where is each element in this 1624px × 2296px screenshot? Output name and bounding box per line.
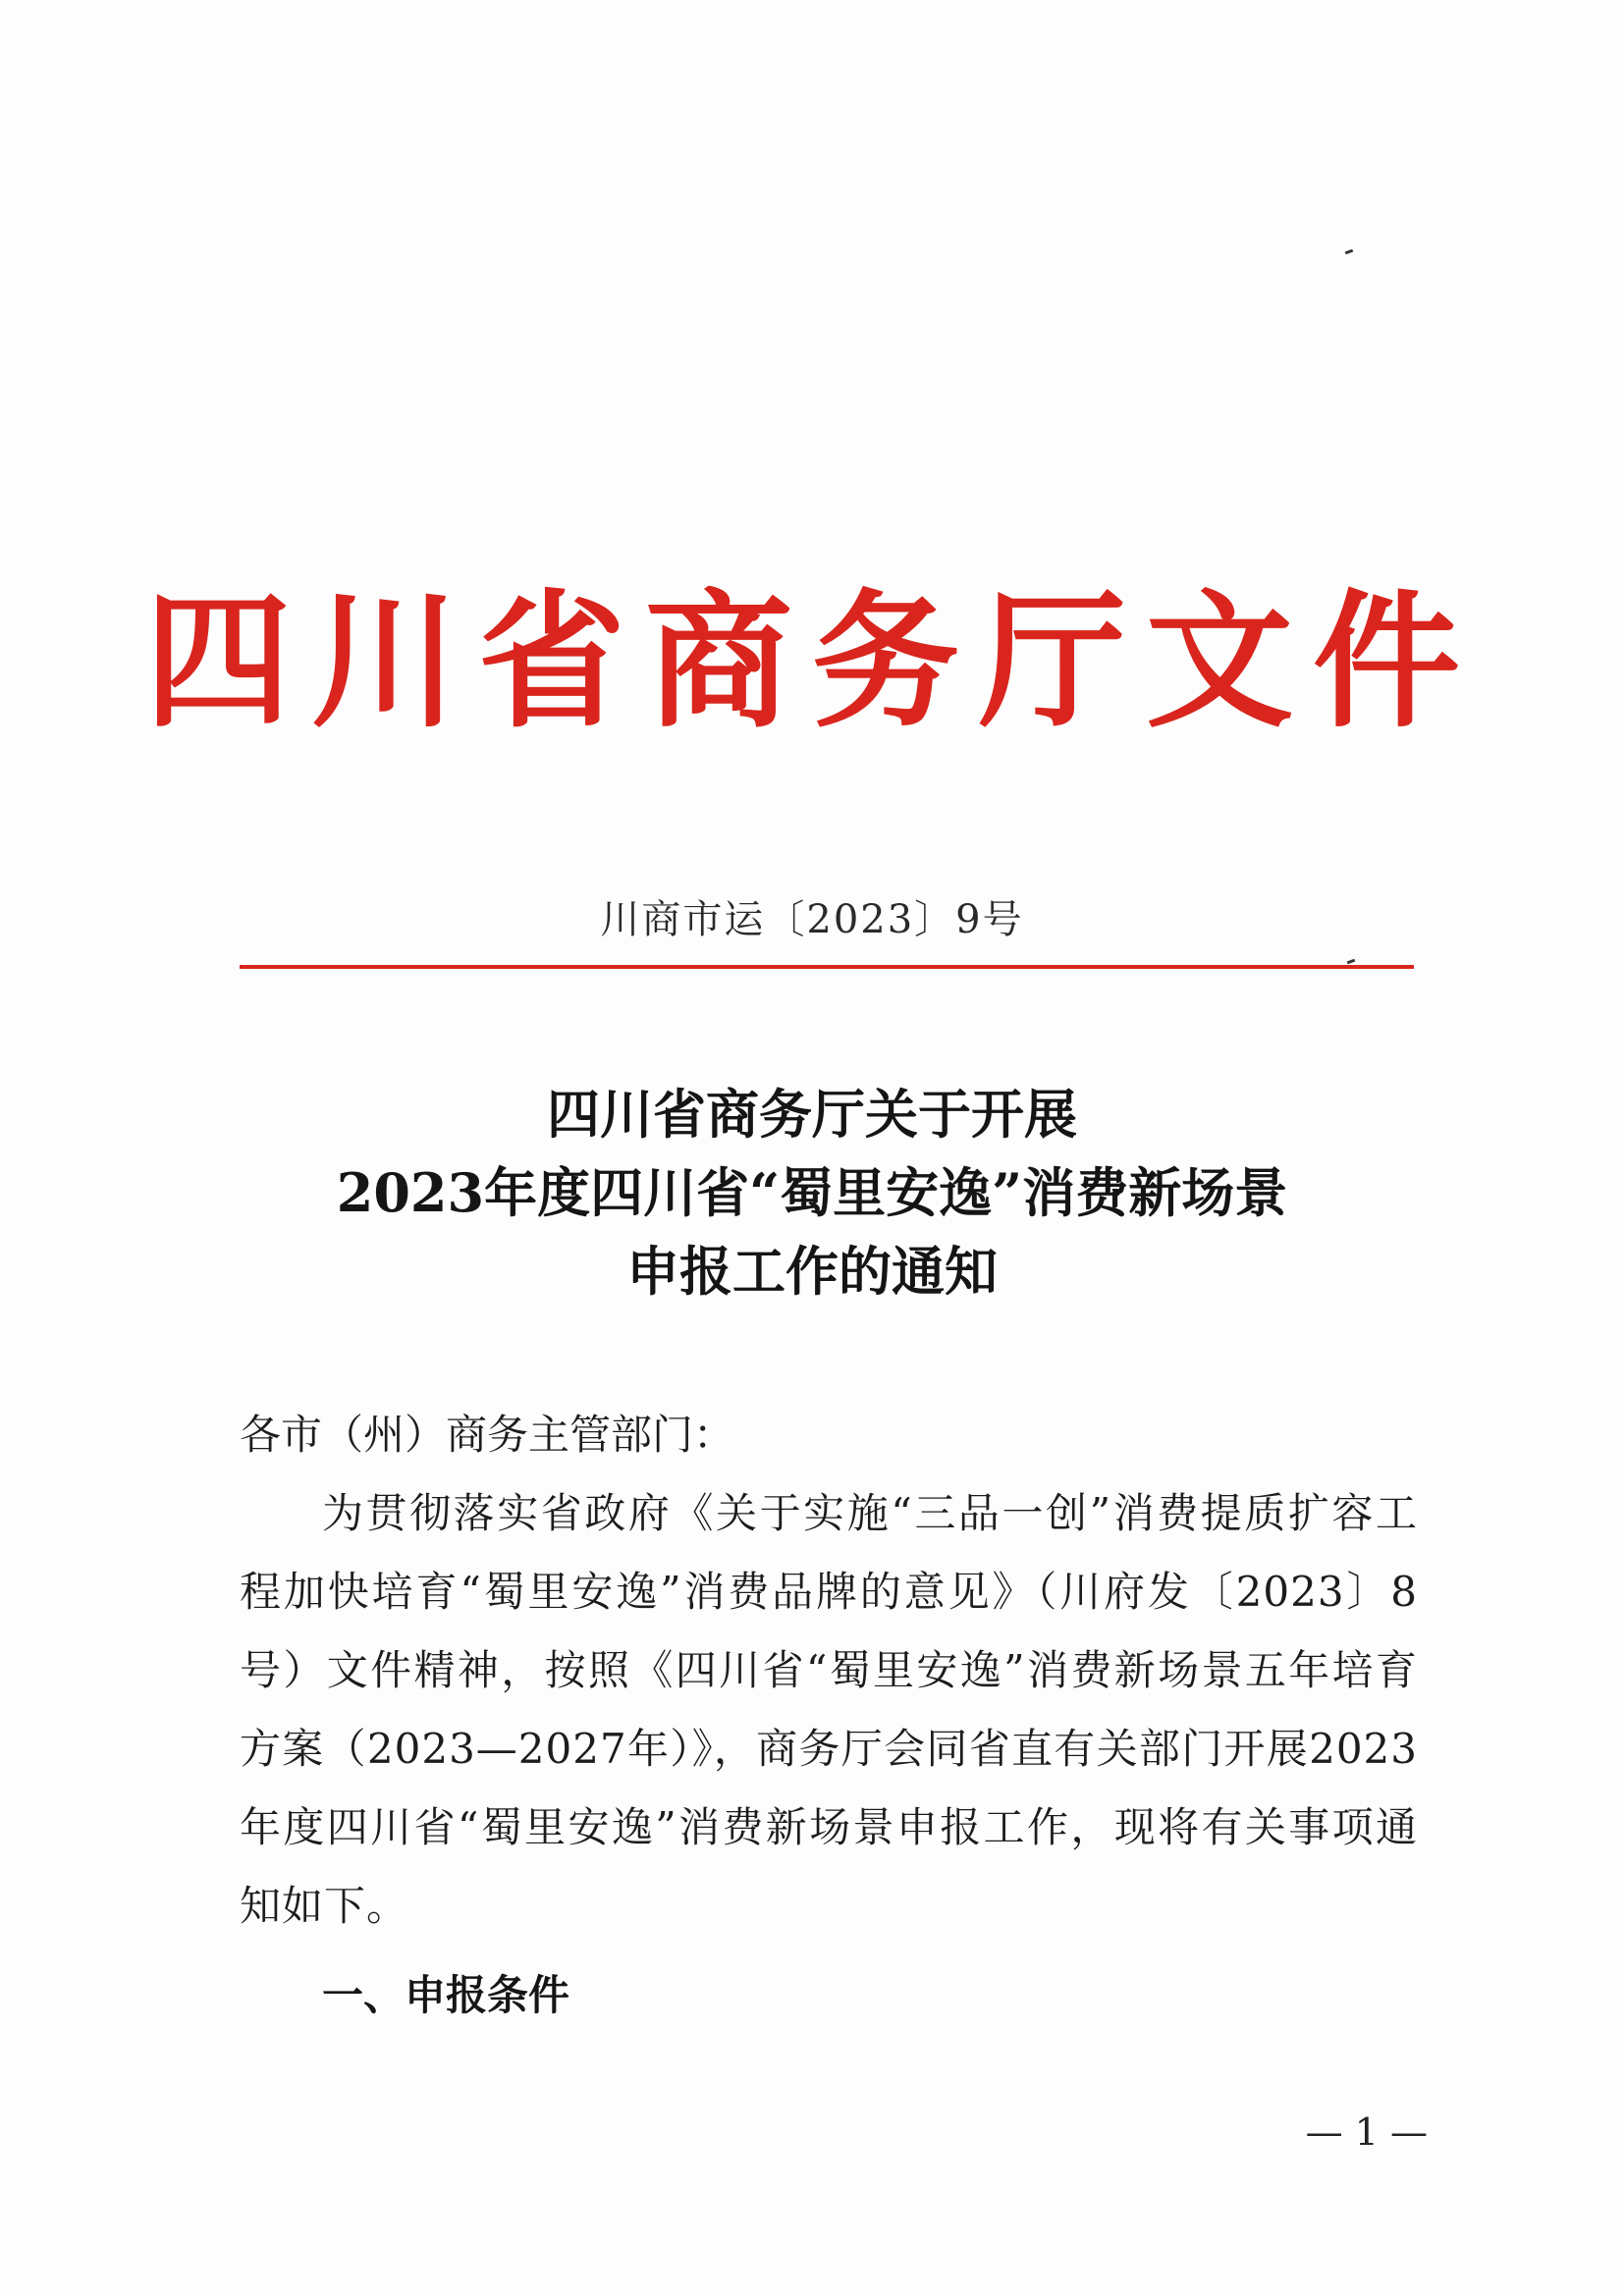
red-divider-line xyxy=(240,965,1414,969)
section-heading: 一、申报条件 xyxy=(322,1971,570,2019)
page-number: — 1 — xyxy=(1305,2110,1428,2154)
body-paragraph: 为贯彻落实省政府《关于实施“三品一创”消费提质扩容工程加快培育“蜀里安逸”消费品牌的意见》（川府发〔2023〕8号）文件精神，按照《四川省“蜀里安逸”消费新场景五年培育方案（2023—2027年）》，商务厅会同省直有关部门开展2023年度四川省“蜀里安逸”消费新场景申报工作，现将有关事项通知如下。 xyxy=(240,1489,1418,1930)
salutation: 各市（州）商务主管部门： xyxy=(240,1411,735,1459)
masthead-title: 四川省商务厅文件 xyxy=(143,577,1480,748)
scan-speck xyxy=(1347,959,1356,965)
notice-title-line-1: 四川省商务厅关于开展 xyxy=(547,1083,1077,1146)
notice-title-line-3: 申报工作的通知 xyxy=(626,1240,998,1303)
document-number: 川商市运〔2023〕9号 xyxy=(600,897,1024,942)
scan-speck xyxy=(1345,249,1354,255)
notice-title-line-2: 2023年度四川省“蜀里安逸”消费新场景 xyxy=(336,1161,1288,1224)
